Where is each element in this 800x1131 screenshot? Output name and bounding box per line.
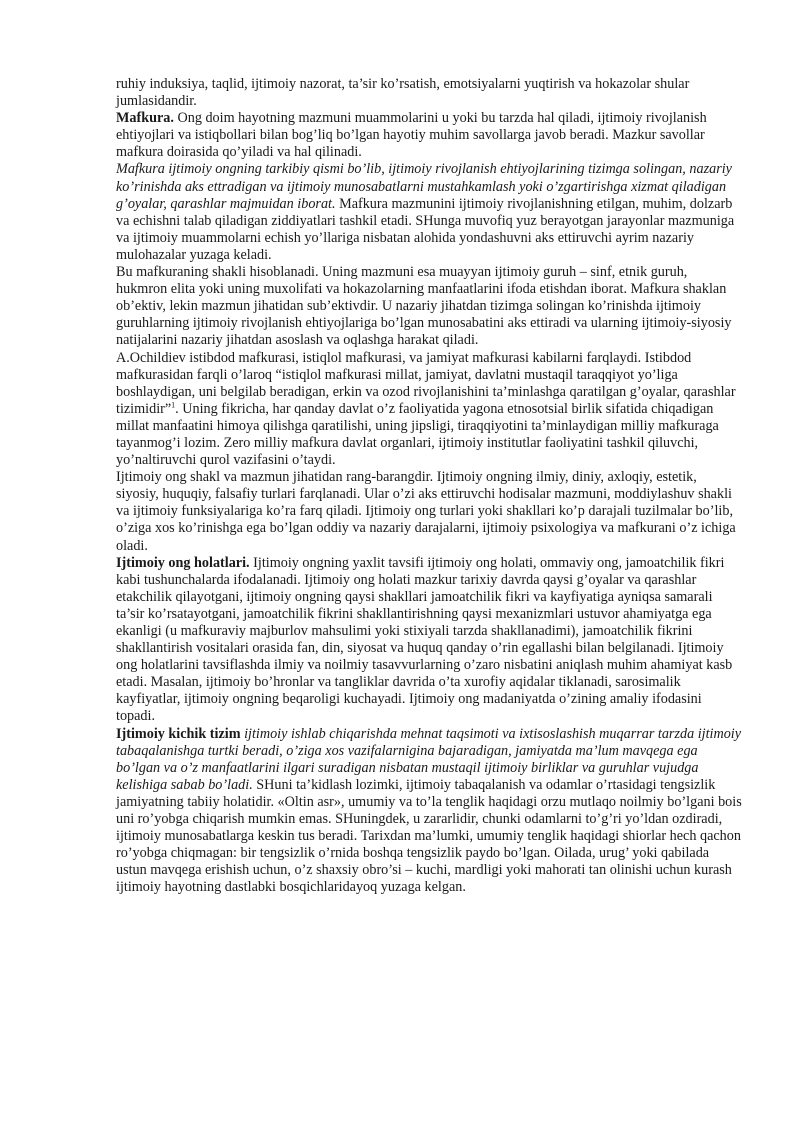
paragraph-mafkura-definition [116, 161, 742, 264]
footnote-marker[interactable]: 1 [171, 400, 176, 410]
definition-italic: ijtimoiy ishlab chiqarishda mehnat taqsimoti va ixtisoslashish muqarrar tarzda ijtimoiy tabaqalanishga turtki beradi, o’ziga xos vazifalarnigina bajaradigan, jamiyatda ma’lum mavqega ega bo’lgan va o’z manfaatlarini ilgari suradigan nisbatan mustaqil ijtimoiy birliklar va guruhlar vujudga kelishiga sabab bo’ladi. [116, 725, 742, 793]
paragraph-text: Bu mafkuraning shakli hisoblanadi. Uning mazmuni esa muayyan ijtimoiy guruh – sinf, etnik guruh, hukmron elita yoki uning muxolifati va hokazolarning manfaatlarini ifoda etishdan iborat. Mafkura shaklan ob’ektiv, lekin mazmun jihatidan sub’ektivdir. U nazariy jihatdan tizimga solingan ko’rinishda ijtimoiy guruhlarning ijtimoiy rivojlanish ehtiyojlariga bo’lgan munosabatini aks ettiradi va ularning ijtimoiy-siyosiy natijalarini nazariy jihatdan asoslash va oqlashga harakat qiladi. [116, 264, 732, 349]
paragraph-kichik-tizim [116, 726, 742, 897]
paragraph-1 [116, 76, 742, 110]
paragraph-4 [116, 264, 742, 349]
paragraph-text: SHuni ta’kidlash lozimki, ijtimoiy tabaqalanish va odamlar o’rtasidagi tengsizlik jamiyatning tabiiy holatidir. «Oltin asr», umumiy va to’la tenglik haqidagi orzu mutlaqo noilmiy bo’lgani bois uni ro’yobga chiqarish mumkin emas. SHuningdek, u zararlidir, chunki odamlarni to’g’ri yo’ldan ozdiradi, ijtimoiy munosabatlarga keskin tus beradi. Tarixdan ma’lumki, umumiy tenglik haqidagi shiorlar hech qachon ro’yobga chiqmagan: bir tengsizlik o’rnida boshqa tengsizlik paydo bo’lgan. Oilada, urug’ yoki qabilada ustun mavqega erishish uchun, o’z shaxsiy obro’si – kuchi, mardligi yoki mahorati tan olinishi uchun kurash ijtimoiy hayotning dastlabki bosqichlaridayoq yuzaga kelgan. [116, 776, 742, 896]
heading-kichik-tizim: Ijtimoiy kichik tizim [116, 725, 241, 742]
heading-ong-holatlari: Ijtimoiy ong holatlari. [116, 554, 250, 571]
paragraph-text: . Uning fikricha, har qanday davlat o’z faoliyatida yagona etnosotsial birlik sifatida chiqadigan millat manfaatini himoya qilishga qaratilishi, uning jipsligi, tiraqqiyotini ta’minlaydigan milliy mafkuraga tayanmog’i lozim. Zero milliy mafkura davlat organlari, ijtimoiy institutlar faoliyatini tashkil qiluvchi, yo’naltiruvchi qurol vazifasini o’taydi. [116, 400, 719, 469]
document-page [116, 76, 742, 897]
paragraph-text: ruhiy induksiya, taqlid, ijtimoiy nazorat, ta’sir ko’rsatish, emotsiyalarni yuqtirish va hokazolar shular jumlasidandir. [116, 76, 690, 110]
heading-mafkura: Mafkura. [116, 110, 174, 127]
paragraph-text: Mafkura mazmunini ijtimoiy rivojlanishning etilgan, muhim, dolzarb va echishni talab qiladigan ziddiyatlari tashkil etadi. SHunga muvofiq yuz berayotgan jarayonlar mazmuniga va ijtimoiy muammolarni echish yo’llariga nisbatan alohida yondashuvni aks ettiruvchi ayrim nazariy mulohazalar yuzaga keladi. [116, 195, 735, 263]
definition-italic: Mafkura ijtimoiy ongning tarkibiy qismi bo’lib, ijtimoiy rivojlanish ehtiyojlarining tizimga solingan, nazariy ko’rinishda aks ettradigan va ijtimoiy munosabatlarni mustahkamlash yoki o’zgartirishga xizmat qiladigan g’oyalar, qarashlar majmuidan iborat. [116, 161, 732, 212]
paragraph-6 [116, 469, 742, 554]
paragraph-ochildiev [116, 350, 742, 470]
paragraph-ong-holatlari [116, 555, 742, 726]
paragraph-text: Ijtimoiy ong shakl va mazmun jihatidan rang-barangdir. Ijtimoiy ongning ilmiy, diniy, axloqiy, estetik, siyosiy, huquqiy, falsafiy turlari farqlanadi. Ular o’zi aks ettiruvchi hodisalar mazmuni, moddiylashuv shakli va ijtimoiy funksiyalariga ko’ra farq qiladi. Ijtimoiy ong turlari yoki shakllari ko’p darajali tuzilmalar bo’lib, o’ziga xos ko’rinishga ega bo’lgan oddiy va nazariy darajalarni, ijtimoiy psixologiya va mafkurani o’z ichiga oladi. [116, 469, 736, 554]
paragraph-text: A.Ochildiev istibdod mafkurasi, istiqlol mafkurasi, va jamiyat mafkurasi kabilarni farqlaydi. Istibdod mafkurasidan farqli o’laroq “istiqlol mafkurasi millat, jamiyat, davlatni mustaqil taraqqiyot yo’liga boshlaydigan, uni belgilab beradigan, erkin va ozod rivojlanishini ta’minlashga qaratilgan g’oyalar, qarashlar tizimidir” [116, 349, 736, 417]
paragraph-mafkura [116, 110, 742, 161]
paragraph-text: Ong doim hayotning mazmuni muammolarini u yoki bu tarzda hal qiladi, ijtimoiy rivojlanish ehtiyojlari va istiqbollari bilan bog’liq bo’lgan hayotiy muhim savollarga javob beradi. Mazkur savollar mafkura doirasida qo’yiladi va hal qilinadi. [116, 110, 707, 161]
paragraph-text: Ijtimoiy ongning yaxlit tavsifi ijtimoiy ong holati, ommaviy ong, jamoatchilik fikri kabi tushunchalarda ifodalanadi. Ijtimoiy ong holati mazkur tarixiy davrda qaysi g’oyalar va qarashlar etakchilik qilayotgani, ijtimoiy ongning qaysi shakllari jamoatchilik fikri va kayfiyatiga ayniqsa samarali ta’sir ko’rsatayotgani, jamoatchilik fikrini shakllantirishning qaysi mexanizmlari ustuvor ahamiyatga ega ekanligi (u mafkuraviy majburlov mahsulimi yoki stixiyali tarzda shakllanadimi), jamoatchilik fikrini shakllantirish vositalari orasida fan, din, siyosat va huquq qanday o’rin egallashi bilan belgilanadi. Ijtimoiy ong holatlarini tavsiflashda ilmiy va noilmiy tasavvurlarning o’zaro nisbatini aniqlash muhim ahamiyat kasb etadi. Masalan, ijtimoiy bo’hronlar va tangliklar davrida o’ta xurofiy aqidalar tiklanadi, sarosimalik kayfiyatlar, ijtimoiy ongning beqaroligi kuchayadi. Ijtimoiy ong madaniyatda o’zining amaliy ifodasini topadi. [116, 554, 733, 725]
